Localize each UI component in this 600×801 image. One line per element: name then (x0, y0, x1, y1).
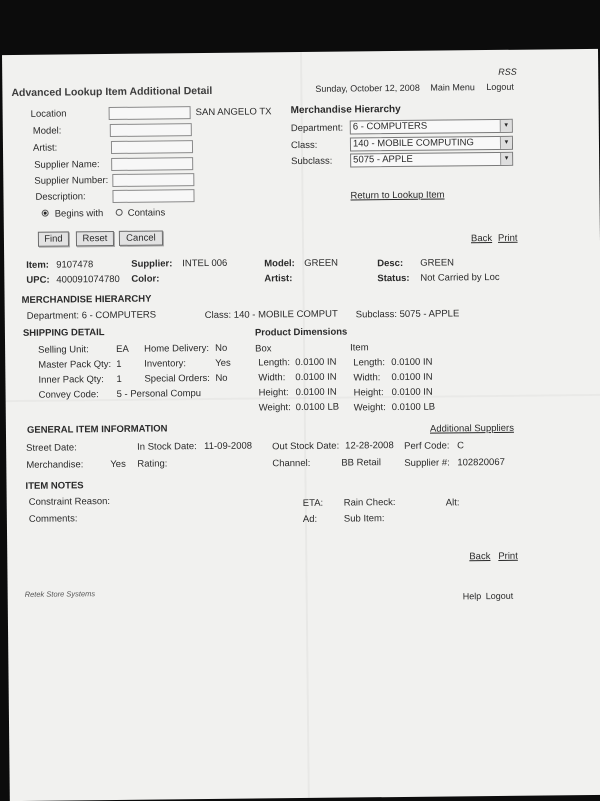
back-link-bottom[interactable]: Back (469, 551, 491, 563)
desc-value: GREEN (420, 257, 455, 269)
box-width-label: Width: (258, 372, 286, 384)
inner-pack-label: Inner Pack Qty: (38, 374, 104, 386)
item-label: Item: (26, 259, 49, 271)
subclass-select[interactable] (350, 152, 513, 168)
footer-help-link[interactable]: Help (462, 591, 482, 602)
box-weight-value: 0.0100 LB (295, 401, 340, 414)
class-select-value: 140 - MOBILE COMPUTING (352, 137, 474, 150)
status-value: Not Carried by Loc (420, 271, 500, 284)
street-date-label: Street Date: (26, 442, 77, 454)
artist-detail-label: Artist: (264, 273, 293, 285)
back-link-top[interactable]: Back (470, 232, 493, 245)
supplier-num-label: Supplier #: (404, 457, 450, 469)
in-stock-value: 11-09-2008 (204, 440, 253, 453)
item-width-label: Width: (353, 372, 381, 384)
inventory-label: Inventory: (144, 358, 187, 370)
channel-label: Channel: (272, 457, 311, 470)
item-weight-value: 0.0100 LB (391, 401, 436, 414)
merchandise-label: Merchandise: (26, 459, 84, 471)
supplier-number-label: Supplier Number: (34, 175, 109, 187)
item-height-label: Height: (353, 387, 384, 399)
eta-label: ETA: (302, 497, 324, 509)
chevron-down-icon: ▼ (500, 120, 512, 132)
description-input[interactable] (112, 189, 194, 203)
perf-code-label: Perf Code: (404, 440, 450, 452)
footer-logout-link[interactable]: Logout (485, 590, 514, 602)
alt-label: Alt: (445, 497, 460, 509)
department-select[interactable] (350, 119, 513, 135)
model-label: Model: (32, 125, 62, 137)
page-title: Advanced Lookup Item Additional Detail (11, 84, 213, 100)
rating-label: Rating: (137, 458, 168, 470)
special-orders-value: No (215, 372, 228, 384)
class-label: Class: (290, 139, 318, 152)
contains-radio[interactable] (116, 209, 123, 216)
item-header: Item (350, 342, 369, 354)
reset-button[interactable]: Reset (76, 231, 114, 246)
home-delivery-label: Home Delivery: (144, 342, 210, 355)
begins-with-label: Begins with (54, 208, 104, 220)
home-delivery-value: No (215, 342, 228, 354)
convey-code-value: 5 - Personal Compu (116, 388, 202, 400)
item-weight-label: Weight: (353, 402, 386, 414)
ad-label: Ad: (302, 513, 318, 525)
box-length-label: Length: (258, 357, 291, 369)
upc-label: UPC: (26, 274, 50, 286)
subclass-label: Subclass: (291, 155, 333, 168)
constraint-reason-label: Constraint Reason: (28, 496, 111, 508)
additional-suppliers-link[interactable]: Additional Suppliers (429, 422, 514, 435)
chevron-down-icon: ▼ (500, 153, 512, 165)
item-length-value: 0.0100 IN (391, 356, 433, 369)
master-pack-value: 1 (116, 358, 122, 370)
merch-hierarchy-heading: Merchandise Hierarchy (290, 103, 401, 117)
location-input[interactable] (109, 106, 191, 120)
selling-unit-label: Selling Unit: (38, 344, 89, 356)
artist-input[interactable] (111, 140, 193, 154)
shipping-heading: SHIPPING DETAIL (22, 327, 105, 339)
cancel-button[interactable]: Cancel (119, 230, 163, 245)
channel-value: BB Retail (341, 457, 381, 469)
description-label: Description: (35, 191, 86, 203)
upc-value: 400091074780 (56, 273, 120, 286)
find-button[interactable]: Find (38, 231, 69, 246)
class-select[interactable] (350, 136, 513, 152)
box-weight-label: Weight: (258, 402, 291, 414)
general-heading: GENERAL ITEM INFORMATION (26, 423, 168, 436)
print-link-top[interactable]: Print (497, 232, 518, 244)
rain-check-label: Rain Check: (343, 497, 396, 509)
supplier-number-input[interactable] (112, 173, 194, 187)
comments-label: Comments: (28, 513, 78, 525)
supplier-num-value: 102820067 (457, 456, 505, 469)
special-orders-label: Special Orders: (144, 372, 210, 385)
box-length-value: 0.0100 IN (295, 356, 337, 369)
artist-label: Artist: (32, 142, 58, 154)
inventory-value: Yes (215, 357, 231, 369)
inner-pack-value: 1 (116, 373, 122, 385)
item-width-value: 0.0100 IN (391, 371, 433, 384)
out-stock-value: 12-28-2008 (345, 440, 394, 452)
model-input[interactable] (110, 123, 192, 137)
subclass-select-value: 5075 - APPLE (353, 153, 413, 166)
chevron-down-icon: ▼ (500, 137, 512, 149)
status-label: Status: (377, 272, 410, 285)
footer-brand: Retek Store Systems (24, 589, 96, 599)
main-menu-link[interactable]: Main Menu (430, 82, 475, 93)
sub-item-label: Sub Item: (343, 513, 385, 525)
dimensions-heading: Product Dimensions (254, 326, 348, 339)
master-pack-label: Master Pack Qty: (38, 358, 112, 371)
model-detail-label: Model: (264, 258, 295, 270)
box-width-value: 0.0100 IN (295, 371, 337, 384)
box-header: Box (255, 343, 272, 355)
department-select-value: 6 - COMPUTERS (352, 120, 428, 133)
department-label: Department: (290, 122, 344, 135)
merch-detail-class: Class: 140 - MOBILE COMPUT (204, 308, 338, 322)
color-label: Color: (131, 273, 160, 285)
header-date: Sunday, October 12, 2008 (315, 82, 420, 94)
box-height-value: 0.0100 IN (295, 386, 337, 399)
supplier-value: INTEL 006 (182, 257, 228, 270)
merch-detail-subclass: Subclass: 5075 - APPLE (355, 308, 460, 321)
notes-heading: ITEM NOTES (25, 480, 84, 492)
contains-label: Contains (127, 207, 166, 219)
supplier-name-label: Supplier Name: (34, 159, 100, 171)
rss-link[interactable]: RSS (498, 66, 517, 77)
merch-detail-department: Department: 6 - COMPUTERS (26, 309, 157, 322)
merch-detail-heading: MERCHANDISE HIERARCHY (21, 293, 152, 306)
item-value: 9107478 (56, 259, 94, 271)
merchandise-value: Yes (110, 458, 126, 471)
selling-unit-value: EA (116, 343, 129, 355)
supplier-name-input[interactable] (111, 157, 193, 171)
logout-link[interactable]: Logout (486, 81, 514, 93)
box-height-label: Height: (258, 387, 289, 399)
location-value: SAN ANGELO TX (195, 106, 272, 119)
model-detail-value: GREEN (304, 257, 339, 269)
convey-code-label: Convey Code: (38, 389, 99, 401)
desc-label: Desc: (377, 257, 404, 270)
supplier-label: Supplier: (131, 258, 173, 270)
item-length-label: Length: (353, 357, 386, 369)
item-height-value: 0.0100 IN (391, 386, 433, 399)
in-stock-label: In Stock Date: (137, 441, 197, 453)
out-stock-label: Out Stock Date: (272, 440, 340, 453)
perf-code-value: C (457, 440, 465, 452)
location-label: Location (30, 108, 67, 120)
begins-with-radio[interactable] (42, 210, 49, 217)
return-to-lookup-link[interactable]: Return to Lookup Item (350, 189, 445, 202)
print-link-bottom[interactable]: Print (498, 550, 518, 562)
printed-page (2, 49, 600, 801)
